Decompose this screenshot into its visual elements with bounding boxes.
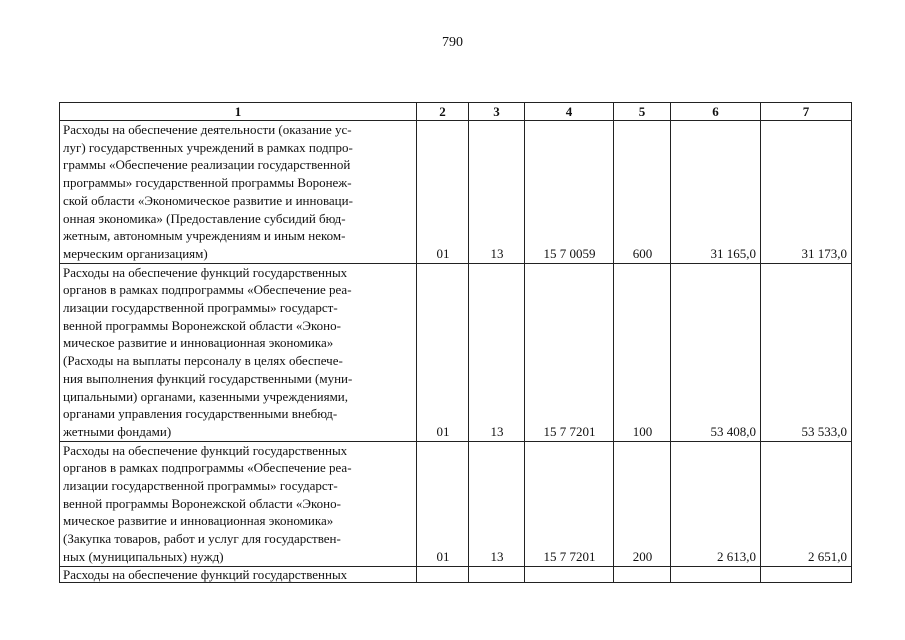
subsection-code: 13 [469, 441, 525, 566]
description-line: ской области «Экономическое развитие и инноваци- [63, 192, 353, 208]
col-header-6: 6 [671, 103, 761, 121]
expense-type-code: 100 [614, 263, 671, 441]
expense-type-code [614, 566, 671, 582]
target-article-code [525, 566, 614, 582]
budget-table [59, 102, 852, 583]
section-code: 01 [417, 263, 469, 441]
description-line: органов в рамках подпрограммы «Обеспечение реа- [63, 460, 352, 476]
expense-type-code: 600 [614, 121, 671, 264]
description-line: (Расходы на выплаты персоналу в целях обеспече- [63, 353, 343, 369]
col-header-4: 4 [525, 103, 614, 121]
description-line: мическое развитие и инновационная экономика» [63, 513, 334, 529]
description-line: (Закупка товаров, работ и услуг для государствен- [63, 531, 341, 547]
description-line: программы» государственной программы Воронеж- [63, 175, 352, 191]
amount-col6 [671, 566, 761, 582]
row-description [60, 566, 417, 582]
description-line: венной программы Воронежской области «Эконо- [63, 495, 341, 511]
description-line: граммы «Обеспечение реализации государственной [63, 157, 351, 173]
amount-col6: 53 408,0 [671, 263, 761, 441]
table-row [60, 441, 852, 566]
subsection-code: 13 [469, 263, 525, 441]
description-line: ния выполнения функций государственными (муни- [63, 370, 353, 386]
amount-col6: 31 165,0 [671, 121, 761, 264]
row-description [60, 441, 417, 566]
table-row [60, 121, 852, 264]
subsection-code: 13 [469, 121, 525, 264]
description-line: ных (муниципальных) нужд) [63, 548, 224, 564]
description-line: Расходы на обеспечение функций государственных [63, 442, 348, 458]
description-line: лизации государственной программы» государст- [63, 478, 338, 494]
col-header-7: 7 [761, 103, 852, 121]
description-line: луг) государственных учреждений в рамках подпро- [63, 139, 353, 155]
amount-col7: 31 173,0 [761, 121, 852, 264]
description-line: Расходы на обеспечение функций государственных [63, 264, 348, 280]
header-row [60, 103, 852, 121]
description-line: Расходы на обеспечение функций государственных [63, 566, 348, 582]
description-line: органами управления государственными внебюд- [63, 406, 338, 422]
description-line: венной программы Воронежской области «Эконо- [63, 317, 341, 333]
section-code: 01 [417, 441, 469, 566]
col-header-2: 2 [417, 103, 469, 121]
row-description [60, 121, 417, 264]
target-article-code: 15 7 0059 [525, 121, 614, 264]
expense-type-code: 200 [614, 441, 671, 566]
row-description [60, 263, 417, 441]
description-line: ципальными) органами, казенными учреждениями, [63, 388, 349, 404]
amount-col6: 2 613,0 [671, 441, 761, 566]
page-number: 790 [442, 35, 463, 50]
description-line: лизации государственной программы» государст- [63, 300, 338, 316]
table-row [60, 263, 852, 441]
description-line: жетным, автономным учреждениям и иным неком- [63, 228, 346, 244]
section-code: 01 [417, 121, 469, 264]
description-line: мическое развитие и инновационная экономика» [63, 335, 334, 351]
amount-col7 [761, 566, 852, 582]
section-code [417, 566, 469, 582]
description-line: Расходы на обеспечение деятельности (оказание ус- [63, 122, 352, 137]
description-line: онная экономика» (Предоставление субсидий бюд- [63, 210, 346, 226]
col-header-3: 3 [469, 103, 525, 121]
amount-col7: 2 651,0 [761, 441, 852, 566]
subsection-code [469, 566, 525, 582]
amount-col7: 53 533,0 [761, 263, 852, 441]
description-line: органов в рамках подпрограммы «Обеспечение реа- [63, 282, 352, 298]
description-line: мерческим организациям) [63, 245, 208, 261]
col-header-5: 5 [614, 103, 671, 121]
table-row [60, 566, 852, 582]
target-article-code: 15 7 7201 [525, 263, 614, 441]
description-line: жетными фондами) [63, 423, 172, 439]
target-article-code: 15 7 7201 [525, 441, 614, 566]
col-header-1: 1 [60, 103, 417, 121]
